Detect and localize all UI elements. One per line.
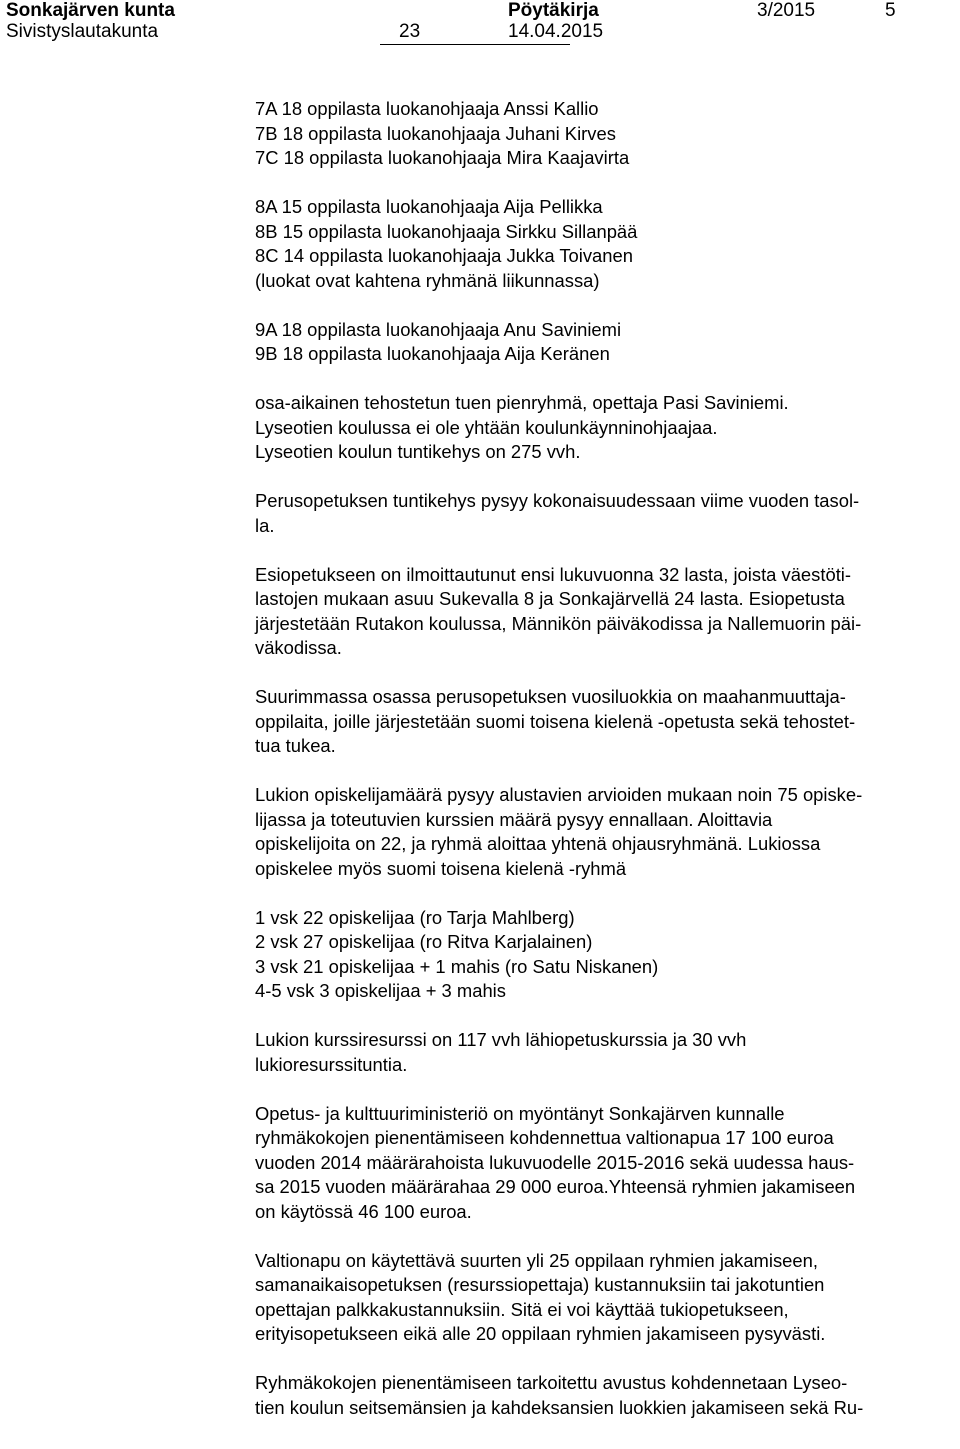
text-line: 9A 18 oppilasta luokanohjaaja Anu Saviniemi bbox=[255, 318, 622, 340]
text-line: 7A 18 oppilasta luokanohjaaja Anssi Kallio bbox=[255, 98, 599, 119]
text-line: Ryhmäkokojen pienentämiseen tarkoitettu avustus kohdennetaan Lyseo- bbox=[255, 1372, 848, 1393]
text-line: opiskelee myös suomi toisena kielenä -ryhmä bbox=[255, 857, 627, 879]
text-line: Lukion kurssiresurssi on 117 vvh lähiopetuskurssia ja 30 vvh bbox=[255, 1029, 747, 1050]
text-line: 3 vsk 21 opiskelijaa + 1 mahis (ro Satu Niskanen) bbox=[255, 955, 659, 977]
text-line: 8C 14 oppilasta luokanohjaaja Jukka Toivanen bbox=[255, 245, 633, 266]
text-line: opettajan palkkakustannuksiin. Sitä ei voi käyttää tukiopetukseen, bbox=[255, 1298, 789, 1320]
text-line: lukioresurssituntia. bbox=[255, 1053, 408, 1075]
paragraph-gap bbox=[255, 1077, 955, 1102]
text-line: 7C 18 oppilasta luokanohjaaja Mira Kaajavirta bbox=[255, 147, 630, 168]
text-line: Suurimmassa osassa perusopetuksen vuosiluokkia on maahanmuuttaja- bbox=[255, 686, 846, 707]
text-line: ryhmäkokojen pienentämiseen kohdennettua valtionapua 17 100 euroa bbox=[255, 1127, 834, 1148]
organization-name: Sonkajärven kunta bbox=[6, 0, 175, 21]
text-line: opiskelijoita on 22, ja ryhmä aloittaa yhtenä ohjausryhmänä. Lukiossa bbox=[255, 833, 821, 854]
document-body bbox=[255, 97, 955, 1420]
text-line: 9B 18 oppilasta luokanohjaaja Aija Keränen bbox=[255, 343, 610, 364]
paragraph-gap bbox=[255, 465, 955, 490]
text-line: 7B 18 oppilasta luokanohjaaja Juhani Kirves bbox=[255, 122, 616, 144]
text-line: Lyseotien koulun tuntikehys on 275 vvh. bbox=[255, 441, 581, 462]
paragraph-gap bbox=[255, 293, 955, 318]
committee-name: Sivistyslautakunta bbox=[6, 21, 159, 42]
text-line: 4-5 vsk 3 opiskelijaa + 3 mahis bbox=[255, 980, 506, 1001]
paragraph-gap bbox=[255, 171, 955, 196]
text-line: Lukion opiskelijamäärä pysyy alustavien arvioiden mukaan noin 75 opiske- bbox=[255, 784, 863, 805]
text-line: sa 2015 vuoden määrärahaa 29 000 euroa.Yhteensä ryhmien jakamiseen bbox=[255, 1176, 856, 1197]
text-line: Valtionapu on käytettävä suurten yli 25 oppilaan ryhmien jakamiseen, bbox=[255, 1249, 818, 1271]
document-type: Pöytäkirja bbox=[508, 0, 599, 21]
text-line: Perusopetuksen tuntikehys pysyy kokonaisuudessaan viime vuoden tasol- bbox=[255, 490, 860, 511]
text-line: 2 vsk 27 opiskelijaa (ro Ritva Karjalainen) bbox=[255, 931, 593, 952]
paragraph-gap bbox=[255, 759, 955, 784]
text-line: samanaikaisopetuksen (resurssiopettaja) kustannuksiin tai jakotuntien bbox=[255, 1274, 825, 1295]
document-number: 3/2015 bbox=[757, 0, 816, 21]
text-line: oppilaita, joille järjestetään suomi toisena kielenä -opetusta sekä tehostet- bbox=[255, 710, 856, 732]
paragraph-gap bbox=[255, 1347, 955, 1372]
text-line: lastojen mukaan asuu Sukevalla 8 ja Sonkajärvellä 24 lasta. Esiopetusta bbox=[255, 588, 845, 609]
paragraph-gap bbox=[255, 1004, 955, 1029]
text-line: tien koulun seitsemänsien ja kahdeksansien luokkien jakamiseen sekä Ru- bbox=[255, 1396, 864, 1418]
text-line: (luokat ovat kahtena ryhmänä liikunnassa) bbox=[255, 269, 600, 291]
paragraph-gap bbox=[255, 1224, 955, 1249]
text-line: 8A 15 oppilasta luokanohjaaja Aija Pellikka bbox=[255, 196, 603, 217]
text-line: 8B 15 oppilasta luokanohjaaja Sirkku Sillanpää bbox=[255, 220, 638, 242]
text-line: lijassa ja toteutuvien kurssien määrä pysyy ennallaan. Aloittavia bbox=[255, 808, 773, 830]
paragraph-gap bbox=[255, 881, 955, 906]
text-line: järjestetään Rutakon koulussa, Männikön päiväkodissa ja Nallemuorin päi- bbox=[255, 612, 862, 634]
text-line: vuoden 2014 määrärahoista lukuvuodelle 2015-2016 sekä uudessa haus- bbox=[255, 1151, 855, 1173]
text-line: Esiopetukseen on ilmoittautunut ensi lukuvuonna 32 lasta, joista väestöti- bbox=[255, 563, 852, 585]
paragraph-gap bbox=[255, 367, 955, 392]
meeting-date: 14.04.2015 bbox=[508, 21, 604, 42]
text-line: Opetus- ja kulttuuriministeriö on myöntänyt Sonkajärven kunnalle bbox=[255, 1102, 785, 1124]
text-line: erityisopetukseen eikä alle 20 oppilaan ryhmien jakamiseen pysyvästi. bbox=[255, 1323, 826, 1344]
paragraph-gap bbox=[255, 538, 955, 563]
text-line: 1 vsk 22 opiskelijaa (ro Tarja Mahlberg) bbox=[255, 906, 575, 928]
text-line: Lyseotien koulussa ei ole yhtään koulunkäynninohjaajaa. bbox=[255, 416, 718, 438]
section-number: 23 bbox=[399, 21, 421, 42]
paragraph-gap bbox=[255, 661, 955, 686]
header-underline bbox=[380, 44, 570, 45]
page-number: 5 bbox=[885, 0, 896, 21]
text-line: osa-aikainen tehostetun tuen pienryhmä, opettaja Pasi Saviniemi. bbox=[255, 392, 789, 413]
text-line: tua tukea. bbox=[255, 735, 336, 756]
text-line: on käytössä 46 100 euroa. bbox=[255, 1200, 472, 1222]
text-line: väkodissa. bbox=[255, 637, 342, 658]
text-line: la. bbox=[255, 514, 275, 536]
